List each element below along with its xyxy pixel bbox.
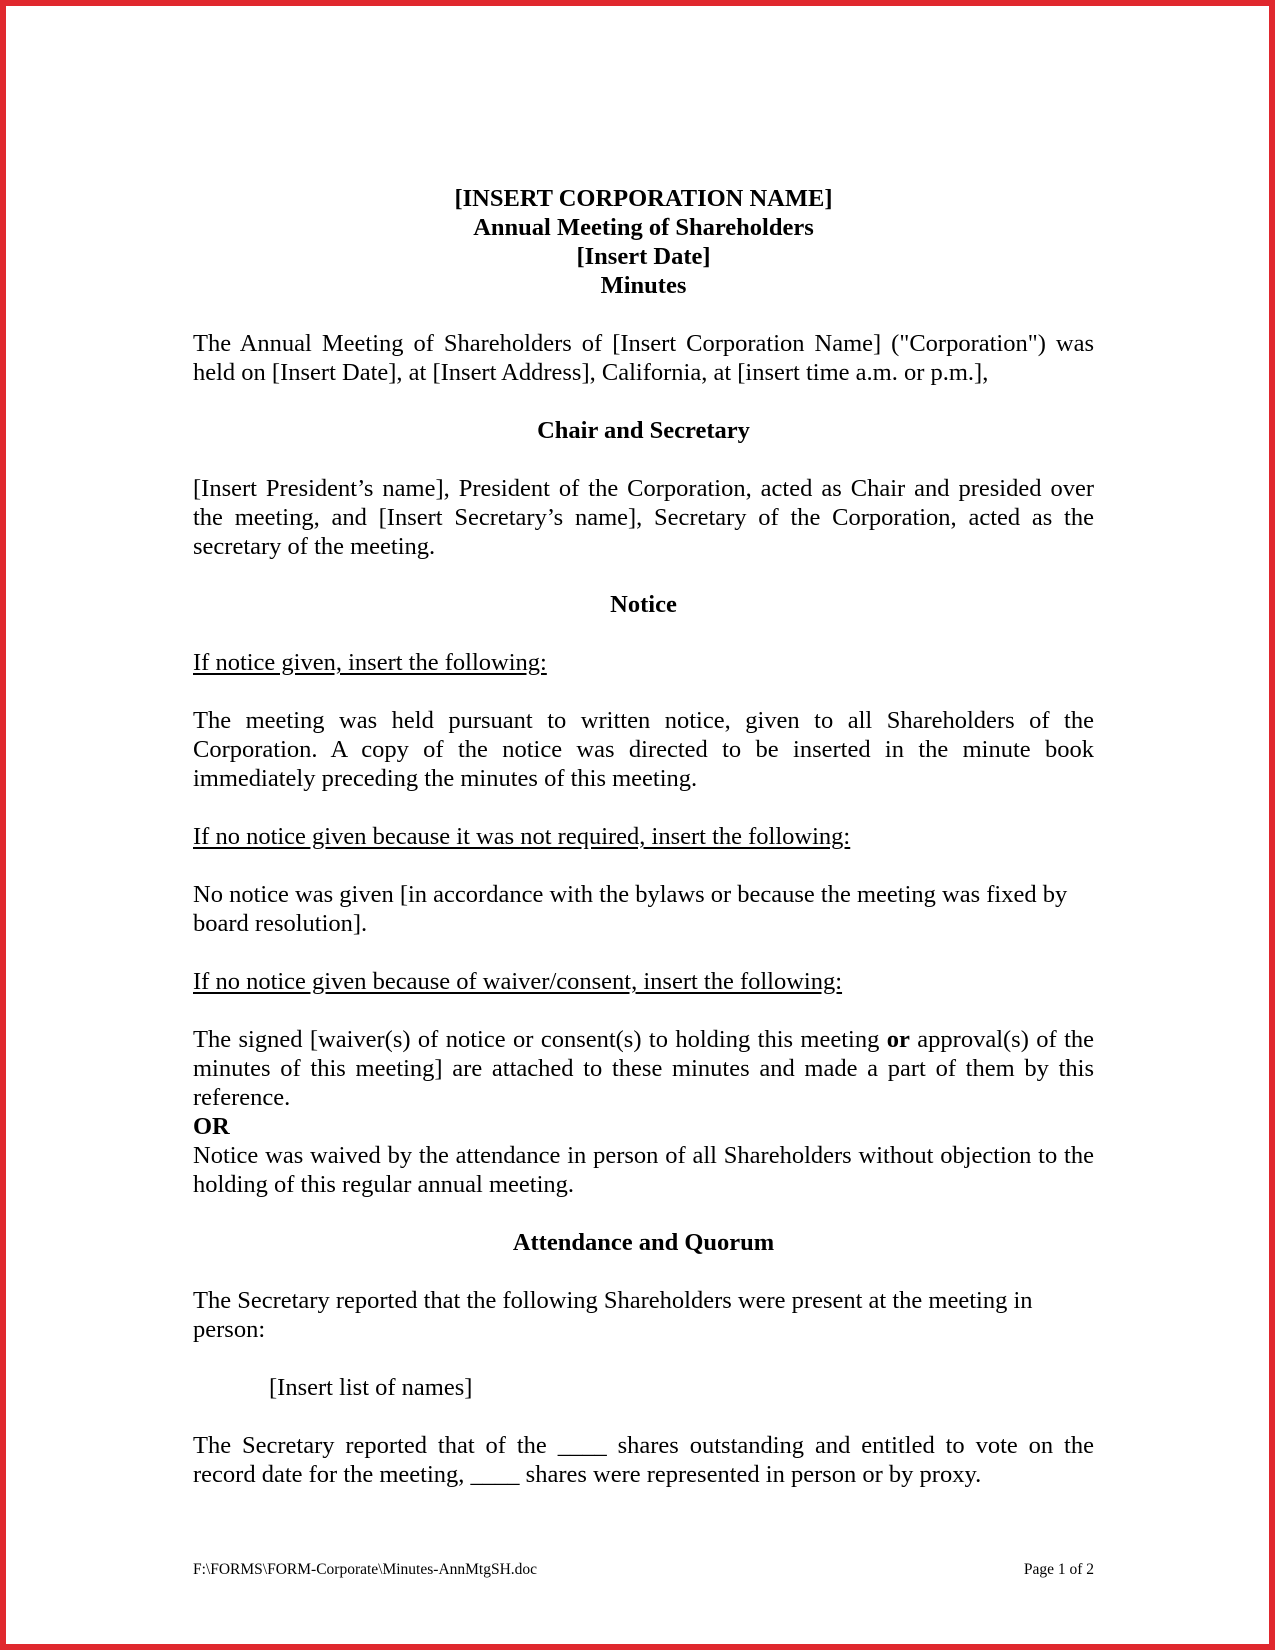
present-paragraph: The Secretary reported that the following Shareholders were present at the meeting in person:	[193, 1287, 1033, 1343]
minutes-title: Minutes	[600, 272, 687, 299]
attendance-heading: Attendance and Quorum	[512, 1229, 775, 1256]
chair-secretary-paragraph: [Insert President’s name], President of the Corporation, acted as Chair and presided over the meeting, and [Insert Secretary’s name], Secretary of the Corporation, acted as the secretary of the meeting.	[193, 475, 1094, 560]
not-required-paragraph: No notice was given [in accordance with the bylaws or because the meeting was fixed by board resolution].	[193, 881, 1068, 937]
page-number: Page 1 of 2	[1023, 1561, 1094, 1578]
document-body	[193, 184, 1094, 1489]
notice-heading: Notice	[610, 591, 677, 618]
meeting-date-title: [Insert Date]	[576, 243, 711, 270]
notice-given-label: If notice given, insert the following:	[193, 649, 547, 676]
meeting-type-title: Annual Meeting of Shareholders	[473, 214, 814, 241]
page-footer	[193, 1561, 1094, 1579]
corporation-name-title: [INSERT CORPORATION NAME]	[454, 185, 833, 212]
waiver-paragraph: The signed [waiver(s) of notice or consent(s) to holding this meeting or approval(s) of the minutes of this meeting] are attached to these minutes and made a part of them by this reference.	[193, 1026, 1095, 1111]
title-block	[193, 184, 1094, 300]
chair-secretary-heading: Chair and Secretary	[537, 417, 750, 444]
waiver-label: If no notice given because of waiver/consent, insert the following:	[193, 968, 843, 995]
names-placeholder: [Insert list of names]	[269, 1374, 473, 1401]
or-label: OR	[193, 1113, 230, 1140]
not-required-label: If no notice given because it was not required, insert the following:	[193, 823, 851, 850]
notice-given-paragraph: The meeting was held pursuant to written notice, given to all Shareholders of the Corporation. A copy of the notice was directed to be inserted in the minute book immediately preceding the minutes of this meeting.	[193, 707, 1094, 792]
waived-paragraph: Notice was waived by the attendance in person of all Shareholders without objection to the holding of this regular annual meeting.	[193, 1142, 1094, 1198]
file-path: F:\FORMS\FORM-Corporate\Minutes-AnnMtgSH.doc	[193, 1561, 538, 1578]
or-emphasis: or	[886, 1026, 910, 1053]
shares-paragraph: The Secretary reported that of the ____ shares outstanding and entitled to vote on the record date for the meeting, ____ shares were represented in person or by proxy.	[193, 1432, 1094, 1488]
intro-paragraph: The Annual Meeting of Shareholders of [Insert Corporation Name] ("Corporation") was held on [Insert Date], at [Insert Address], California, at [insert time a.m. or p.m.],	[193, 330, 1094, 386]
